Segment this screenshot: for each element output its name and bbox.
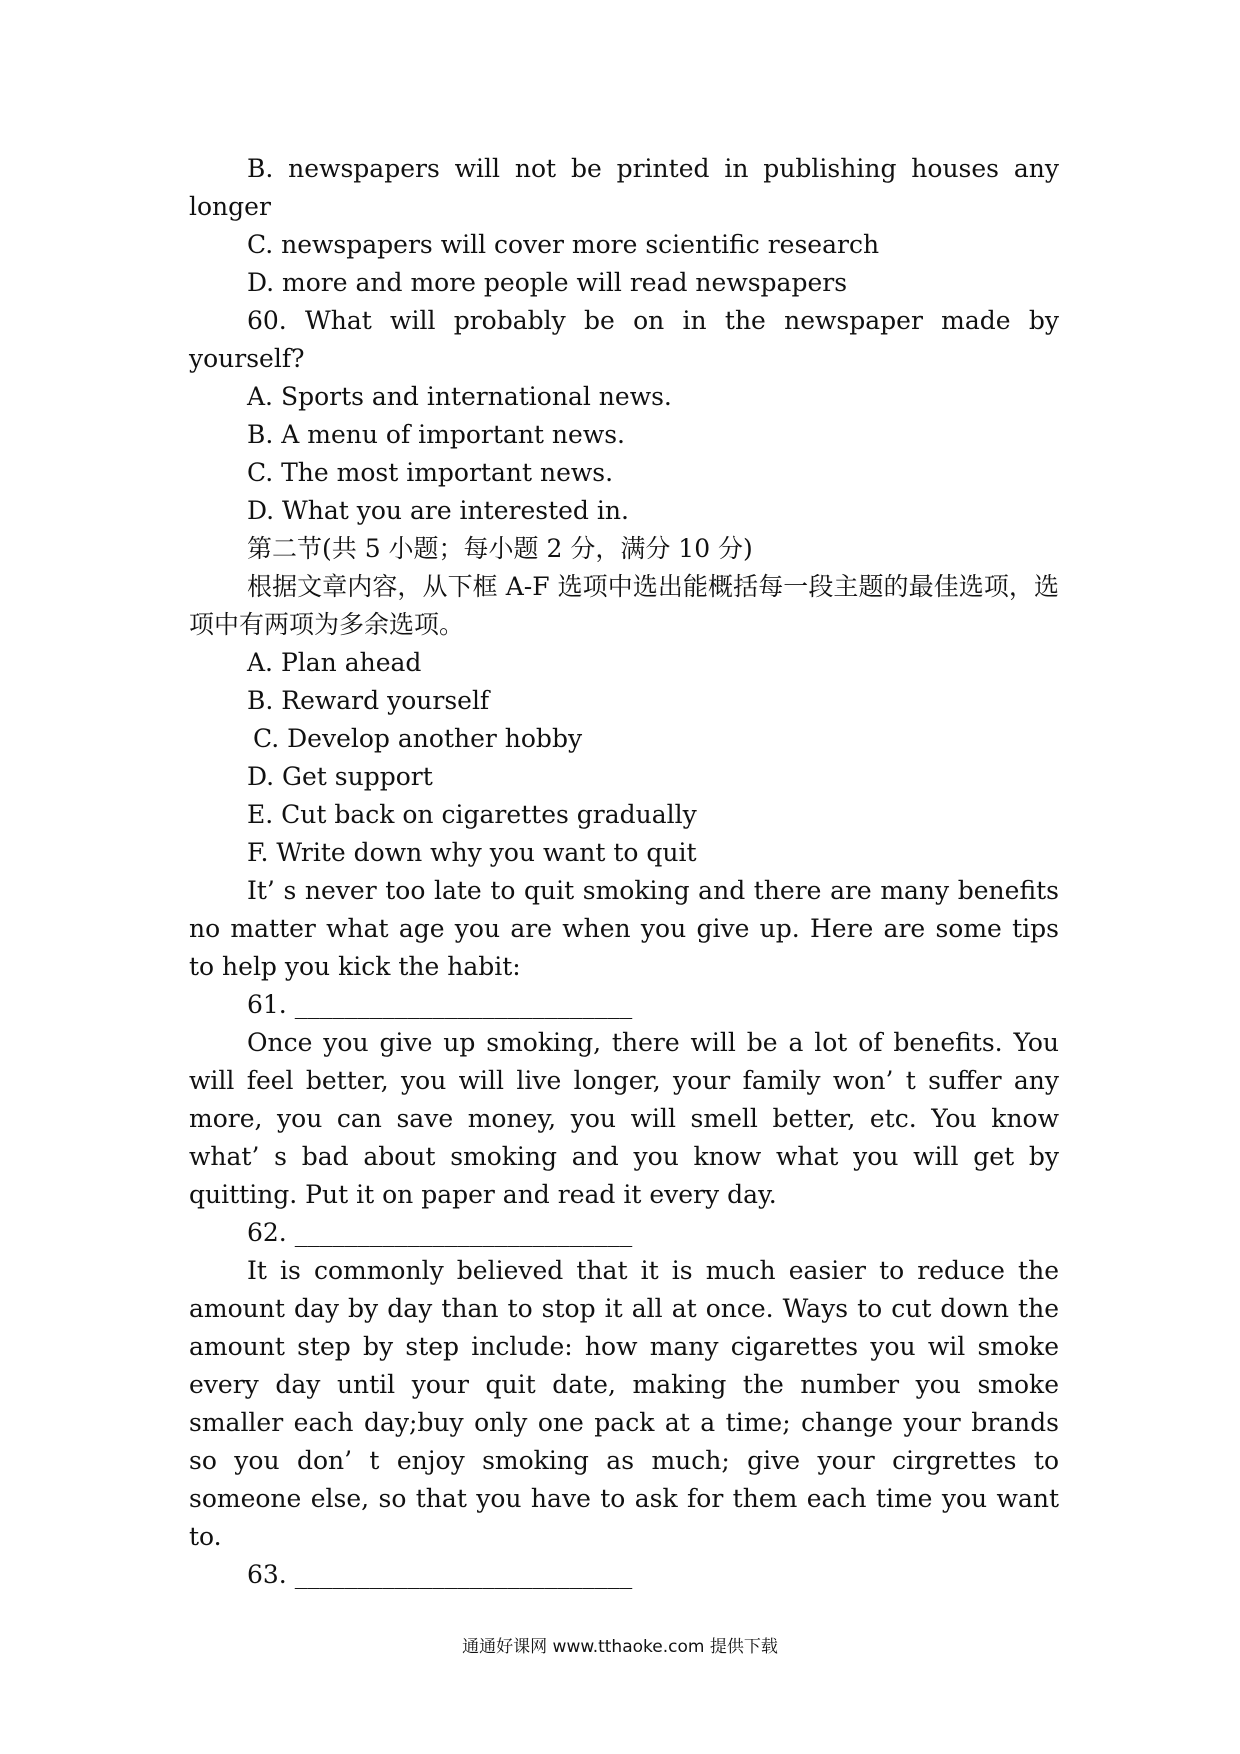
answer-blank-62: 62. ___________________________: [247, 1218, 633, 1247]
answer-blank-63: 63. ___________________________: [247, 1560, 633, 1589]
q60-option-d: D. What you are interested in.: [247, 496, 629, 525]
passage-intro: It’ s never too late to quit smoking and there are many benefits no matter what age you are when you give up. Here are some tips to help you kick the habit:: [189, 876, 1059, 981]
page-footer: 通通好课网 www.tthaoke.com 提供下载: [462, 1637, 778, 1657]
q60-option-a: A. Sports and international news.: [247, 382, 672, 411]
q59-option-b: B. newspapers will not be printed in publishing houses any longer: [189, 154, 1059, 221]
answer-blank-61: 61. ___________________________: [247, 990, 633, 1019]
option-e: E. Cut back on cigarettes gradually: [247, 800, 697, 829]
option-c: C. Develop another hobby: [253, 724, 583, 753]
q60-question: 60. What will probably be on in the newspaper made by yourself?: [189, 306, 1059, 373]
option-f: F. Write down why you want to quit: [247, 838, 697, 867]
q59-option-c: C. newspapers will cover more scientific research: [247, 230, 880, 259]
option-d: D. Get support: [247, 762, 433, 791]
option-a: A. Plan ahead: [247, 648, 422, 677]
section-instruction: 根据文章内容，从下框 A-F 选项中选出能概括每一段主题的最佳选项，选项中有两项为多余选项。: [189, 572, 1059, 639]
option-b: B. Reward yourself: [247, 686, 490, 715]
passage-paragraph-2: It is commonly believed that it is much easier to reduce the amount day by day than to stop it all at once. Ways to cut down the amount step by step include: how many cigarettes you wil smoke every day until your quit date, making the number you smoke smaller each day;buy only one pack at a time; change your brands so you don’ t enjoy smoking as much; give your cirgrettes to someone else, so that you have to ask for them each time you want to.: [189, 1256, 1059, 1551]
q60-option-c: C. The most important news.: [247, 458, 614, 487]
page-text: [189, 150, 1059, 1594]
section-title: 第二节(共 5 小题；每小题 2 分，满分 10 分): [247, 534, 753, 563]
q60-option-b: B. A menu of important news.: [247, 420, 625, 449]
passage-paragraph-1: Once you give up smoking, there will be a lot of benefits. You will feel better, you will live longer, your family won’ t suffer any more, you can save money, you will smell better, etc. You know what’ s bad about smoking and you know what you will get by quitting. Put it on paper and read it every day.: [189, 1028, 1059, 1209]
q59-option-d: D. more and more people will read newspapers: [247, 268, 848, 297]
